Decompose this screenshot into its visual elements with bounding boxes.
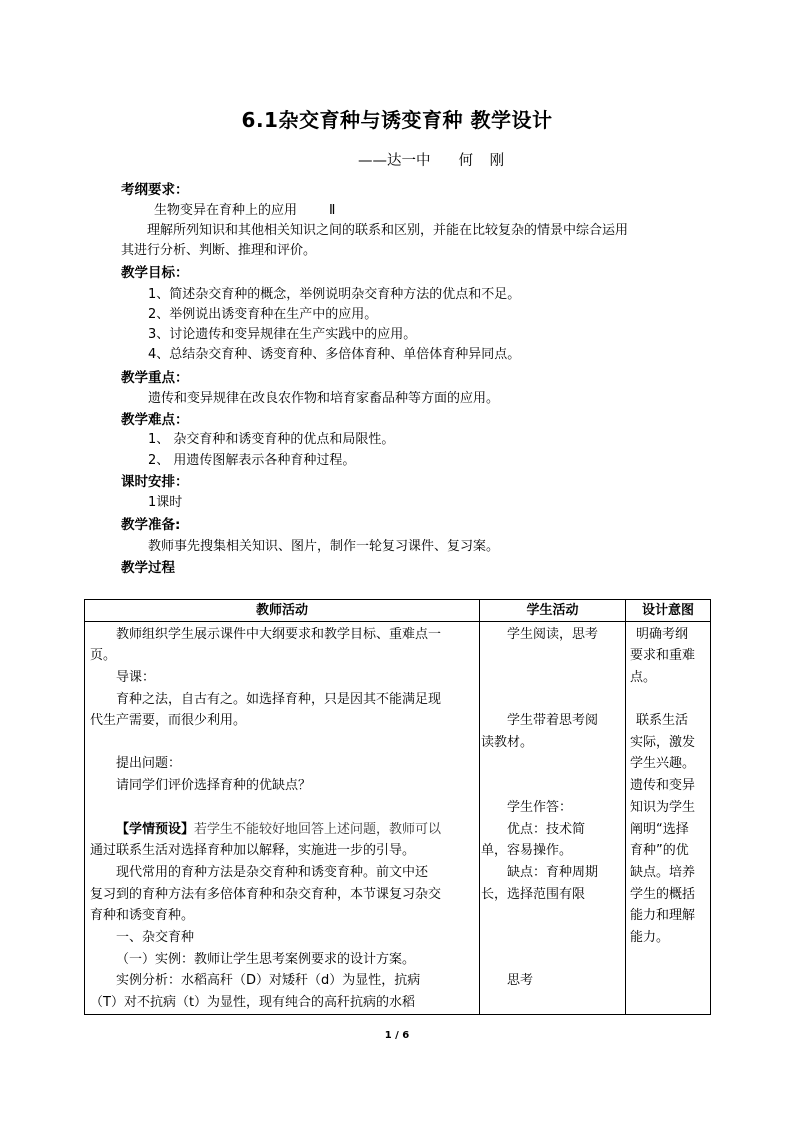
teacher-line: 育种之法，自古有之。如选择育种，只是因其不能满足现 xyxy=(116,692,442,707)
kaogang-line1 xyxy=(154,202,335,220)
preset-text: 若学生不能较好地回答上述问题，教师可以 xyxy=(194,822,442,837)
student-line: 学生阅读，思考 xyxy=(507,627,599,642)
intent-line: 育种”的优 xyxy=(630,843,689,858)
teacher-line: 提出问题： xyxy=(116,756,182,771)
nandian-item: 1、 杂交育种和诱变育种的优点和局限性。 xyxy=(148,432,395,447)
design-intent-cell xyxy=(626,622,711,1015)
intent-line: 阐明“选择 xyxy=(630,822,689,837)
teacher-activity-cell xyxy=(85,622,480,1015)
table-header-row xyxy=(85,600,711,622)
teacher-line: 育种和诱变育种。 xyxy=(90,908,195,923)
teacher-line: 请同学们评价选择育种的优缺点？ xyxy=(116,778,312,793)
author-name: 何 刚 xyxy=(458,153,511,169)
student-line: 单，容易操作。 xyxy=(481,843,573,858)
student-line: 缺点：育种周期 xyxy=(507,865,599,880)
nandian-item: 2、 用遗传图解表示各种育种过程。 xyxy=(148,453,356,468)
kaogang-line1-text: 生物变异在育种上的应用 xyxy=(154,203,298,218)
page-number: 1 / 6 xyxy=(384,1030,410,1041)
teacher-line: 一、杂交育种 xyxy=(116,930,195,945)
student-line: 学生带着思考阅 xyxy=(507,713,599,728)
teacher-line: 复习到的育种方法有多倍体育种和杂交育种，本节课复习杂交 xyxy=(90,887,442,902)
teacher-line: （一）实例：教师让学生思考案例要求的设计方案。 xyxy=(116,952,416,967)
zhunbei-text: 教师事先搜集相关知识、图片，制作一轮复习课件、复习案。 xyxy=(148,539,500,554)
teacher-line: 代生产需要，而很少利用。 xyxy=(90,713,247,728)
table-row xyxy=(85,622,711,1015)
zhongdian-heading: 教学重点： xyxy=(121,370,189,386)
zhongdian-text: 遗传和变异规律在改良农作物和培育家畜品种等方面的应用。 xyxy=(148,391,500,406)
intent-line: 学生的概括 xyxy=(630,887,696,902)
document-title: 6.1杂交育种与诱变育种 教学设计 xyxy=(241,108,553,132)
teacher-line: （T）对不抗病（t）为显性，现有纯合的高秆抗病的水稻 xyxy=(90,995,416,1010)
intent-line: 明确考纲 xyxy=(636,627,689,642)
header-design-intent: 设计意图 xyxy=(626,600,711,622)
intent-line: 知识为学生 xyxy=(630,800,696,815)
teaching-process-table xyxy=(84,599,711,1015)
kaogang-level: Ⅱ xyxy=(329,203,336,218)
mubiao-item: 3、讨论遗传和变异规律在生产实践中的应用。 xyxy=(148,327,417,342)
header-student-activity: 学生活动 xyxy=(480,600,626,622)
author-school: ——达一中 xyxy=(358,153,431,169)
intent-line: 要求和重难 xyxy=(630,648,696,663)
teacher-line: 实例分析：水稻高秆（D）对矮秆（d）为显性，抗病 xyxy=(116,973,421,988)
student-line: 学生作答： xyxy=(507,800,573,815)
teacher-line: 导课： xyxy=(116,670,156,685)
intent-line: 能力和理解 xyxy=(630,908,696,923)
teacher-line: 页。 xyxy=(90,648,117,663)
student-line: 优点：技术简 xyxy=(507,822,586,837)
student-activity-cell xyxy=(480,622,626,1015)
teacher-line: 通过联系生活对选择育种加以解释，实施进一步的引导。 xyxy=(90,843,416,858)
student-line: 读教材。 xyxy=(481,735,534,750)
intent-line: 缺点。培养 xyxy=(630,865,696,880)
kaogang-heading: 考纲要求： xyxy=(121,182,189,198)
nandian-heading: 教学难点： xyxy=(121,412,189,428)
zhunbei-heading: 教学准备: xyxy=(121,517,181,533)
mubiao-item: 1、简述杂交育种的概念，举例说明杂交育种方法的优点和不足。 xyxy=(148,287,521,302)
intent-line: 学生兴趣。 xyxy=(630,756,696,771)
guocheng-heading: 教学过程 xyxy=(121,560,175,576)
student-line: 长，选择范围有限 xyxy=(481,887,586,902)
mubiao-item: 2、举例说出诱变育种在生产中的应用。 xyxy=(148,307,378,322)
preset-tag: 【学情预设】 xyxy=(116,822,195,837)
header-teacher-activity: 教师活动 xyxy=(85,600,480,622)
intent-line: 能力。 xyxy=(630,930,670,945)
author-line xyxy=(358,149,510,170)
mubiao-item: 4、总结杂交育种、诱变育种、多倍体育种、单倍体育种异同点。 xyxy=(148,347,521,362)
intent-line: 点。 xyxy=(630,670,657,685)
keshi-text: 1课时 xyxy=(148,495,183,510)
intent-line: 实际，激发 xyxy=(630,735,696,750)
intent-line: 联系生活 xyxy=(636,713,689,728)
kaogang-line2: 理解所列知识和其他相关知识之间的联系和区别，并能在比较复杂的情景中综合运用 xyxy=(147,223,629,238)
intent-line: 遗传和变异 xyxy=(630,778,696,793)
mubiao-heading: 教学目标： xyxy=(121,265,189,281)
teacher-line: 教师组织学生展示课件中大纲要求和教学目标、重难点一 xyxy=(116,627,442,642)
teacher-line: 现代常用的育种方法是杂交育种和诱变育种。前文中还 xyxy=(116,865,429,880)
keshi-heading: 课时安排： xyxy=(121,474,189,490)
teacher-line xyxy=(116,821,441,839)
student-line: 思考 xyxy=(507,973,534,988)
kaogang-line3: 其进行分析、判断、推理和评价。 xyxy=(121,243,317,258)
